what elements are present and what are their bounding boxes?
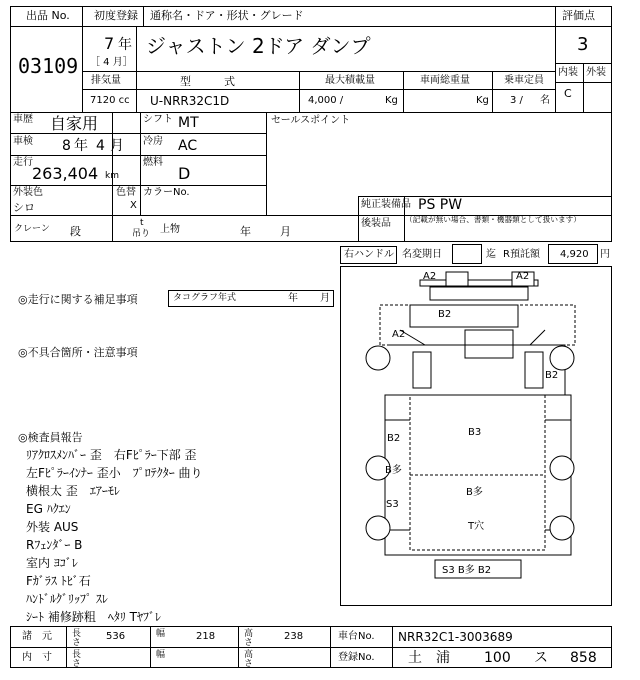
history-label: 車歴 [13, 114, 33, 125]
reg-number: 858 [570, 650, 597, 666]
inspection-month-unit: 月 [110, 138, 124, 154]
displacement-value: 7120 cc [90, 95, 130, 106]
color-change-label: 色替 [116, 187, 136, 198]
inspector-line: ｼｰﾄ 補修跡粗 ﾍﾀﾘ Tﾔﾌﾞﾚ [26, 610, 161, 624]
inspection-month: 4 [96, 138, 105, 154]
mileage-label: 走行 [13, 157, 33, 168]
chassis-label: 車台No. [338, 631, 375, 642]
mark-bed-center: B3 [468, 427, 482, 438]
lot-label: 出品 No. [26, 9, 70, 22]
height-value: 238 [284, 631, 304, 642]
length-label: 長さ [70, 628, 80, 646]
first-reg-label: 初度登録 [94, 9, 138, 22]
history-value: 自家用 [50, 114, 99, 133]
inspector-line: 横根太 歪 ｴｱｰﾓﾚ [26, 484, 120, 498]
mark-rear-left: S3 [386, 499, 399, 510]
inspection-year-unit: 年 [74, 138, 88, 154]
crane-label: クレーン [14, 224, 50, 234]
shift-label: シフト [143, 114, 173, 125]
defects-label: ◎不具合箇所・注意事項 [18, 346, 138, 359]
interior-dims-label: 内 寸 [22, 652, 52, 663]
mark-bed-center-low: T穴 [468, 521, 485, 532]
gross-weight-label: 車両総重量 [420, 75, 470, 86]
name-change-label: 名変期日 [402, 249, 442, 260]
name-label: 通称名・ドア・形状・グレード [150, 9, 304, 22]
capacity-value: 3 / [510, 95, 523, 106]
inspection-year: 8 [62, 138, 71, 154]
rating-label: 評価点 [562, 9, 595, 22]
displacement-label: 排気量 [91, 75, 121, 86]
year-unit: 年 [118, 37, 132, 53]
rating-value: 3 [577, 34, 589, 55]
max-load-label: 最大積載量 [325, 75, 375, 86]
gross-weight-unit: Kg [476, 95, 489, 106]
crane-stage: 段 [70, 225, 81, 238]
interior-height-label: 高さ [242, 649, 252, 667]
car-name: ジャストン 2ドア ダンプ [146, 34, 371, 58]
inspector-line: EG ﾊｸｴﾝ [26, 502, 71, 516]
exterior-label: 外装 [586, 67, 606, 78]
fuel-label: 燃料 [143, 157, 163, 168]
lot-number: 03109 [18, 54, 79, 78]
color-code-label: カラーNo. [143, 187, 190, 198]
interior-label: 内装 [558, 67, 578, 78]
model-label: 型 式 [180, 75, 235, 88]
length-value: 536 [106, 631, 126, 642]
mark-front-right-fender: B2 [545, 370, 559, 381]
mark-bed-center-mid: B多 [466, 487, 483, 498]
shift-value: MT [178, 115, 199, 131]
fuel-value: D [178, 164, 191, 183]
interior-length-label: 長さ [70, 649, 80, 667]
tachograph-label: タコグラフ年式 [173, 293, 237, 303]
height-label: 高さ [242, 628, 252, 646]
mark-rear-bottom: S3 B多 B2 [442, 565, 492, 576]
mark-front-right: A2 [516, 271, 530, 282]
name-change-suffix: 迄 [486, 249, 496, 260]
dims-label: 諸 元 [22, 631, 52, 642]
width-label: 幅 [154, 628, 164, 637]
ext-color-value: シロ [13, 201, 35, 214]
inspector-line: 外装 AUS [26, 520, 79, 534]
inspector-line: Fｶﾞﾗｽ ﾄﾋﾞ石 [26, 574, 91, 588]
ext-color-label: 外装色 [13, 187, 43, 198]
reg-kana: ス [534, 650, 548, 666]
mark-bed-left: B2 [387, 433, 401, 444]
ac-value: AC [178, 138, 198, 154]
tacho-year: 年 [288, 293, 298, 304]
mark-cab-top: B2 [438, 309, 452, 320]
ac-label: 冷房 [143, 136, 163, 147]
aftermarket-label: 後装品 [361, 218, 391, 229]
recycle-amount: 4,920 [560, 249, 589, 260]
tacho-month: 月 [320, 293, 330, 304]
upper-month: 月 [280, 225, 291, 238]
max-load-value: 4,000 / [308, 95, 344, 106]
max-load-unit: Kg [385, 95, 398, 106]
interior-width-label: 幅 [154, 649, 164, 658]
recycle-unit: 円 [600, 249, 610, 260]
mileage-unit: km [105, 171, 119, 181]
capacity-unit: 名 [540, 95, 550, 106]
inspection-label: 車検 [13, 136, 33, 147]
driving-note-label: ◎走行に関する補足事項 [18, 293, 138, 306]
first-reg-month: ［ 4 月］ [90, 57, 133, 68]
inspector-label: ◎検査員報告 [18, 431, 83, 444]
aftermarket-note: （記載が無い場合、書類・機器類として扱います） [405, 216, 581, 225]
mark-front-left: A2 [423, 271, 437, 282]
upper-year: 年 [240, 225, 251, 238]
inspector-line: Rﾌｪﾝﾀﾞｰ B [26, 538, 83, 552]
mark-bed-left-mid: B多 [385, 465, 402, 476]
color-change-mark: X [130, 200, 137, 211]
reg-class: 100 [484, 650, 511, 666]
mileage-value: 263,404 [32, 164, 99, 183]
model-value: U-NRR32C1D [150, 94, 230, 108]
sales-point-label: セールスポイント [271, 115, 351, 126]
reg-label: 登録No. [338, 652, 375, 663]
equipment-label: 純正装備品 [361, 199, 411, 210]
capacity-label: 乗車定員 [504, 75, 544, 86]
inspector-line: 左Fﾋﾟﾗｰｲﾝﾅｰ 歪小 ﾌﾟﾛﾃｸﾀｰ 曲り [26, 466, 203, 480]
width-value: 218 [196, 631, 216, 642]
inspector-line: 室内 ﾖｺﾞﾚ [26, 556, 78, 570]
crane-hoist: 吊り [132, 229, 151, 239]
recycle-label: R預託額 [503, 249, 540, 260]
steering: 右ハンドル [344, 249, 394, 260]
crane-ton: t [140, 218, 144, 228]
upper-label: 上物 [160, 224, 180, 235]
year-era: 7 [104, 34, 115, 53]
equipment-value: PS PW [418, 197, 463, 213]
chassis-value: NRR32C1-3003689 [398, 630, 513, 644]
reg-area: 土 浦 [408, 650, 450, 666]
mark-cab-left: A2 [392, 329, 406, 340]
inspector-line: ﾊﾝﾄﾞﾙｸﾞﾘｯﾌﾟ ｽﾚ [26, 592, 108, 606]
inspector-line: ﾘｱｸﾛｽﾒﾝﾊﾞｰ 歪 右Fﾋﾟﾗｰ下部 歪 [26, 448, 197, 462]
interior-grade: C [564, 87, 572, 100]
